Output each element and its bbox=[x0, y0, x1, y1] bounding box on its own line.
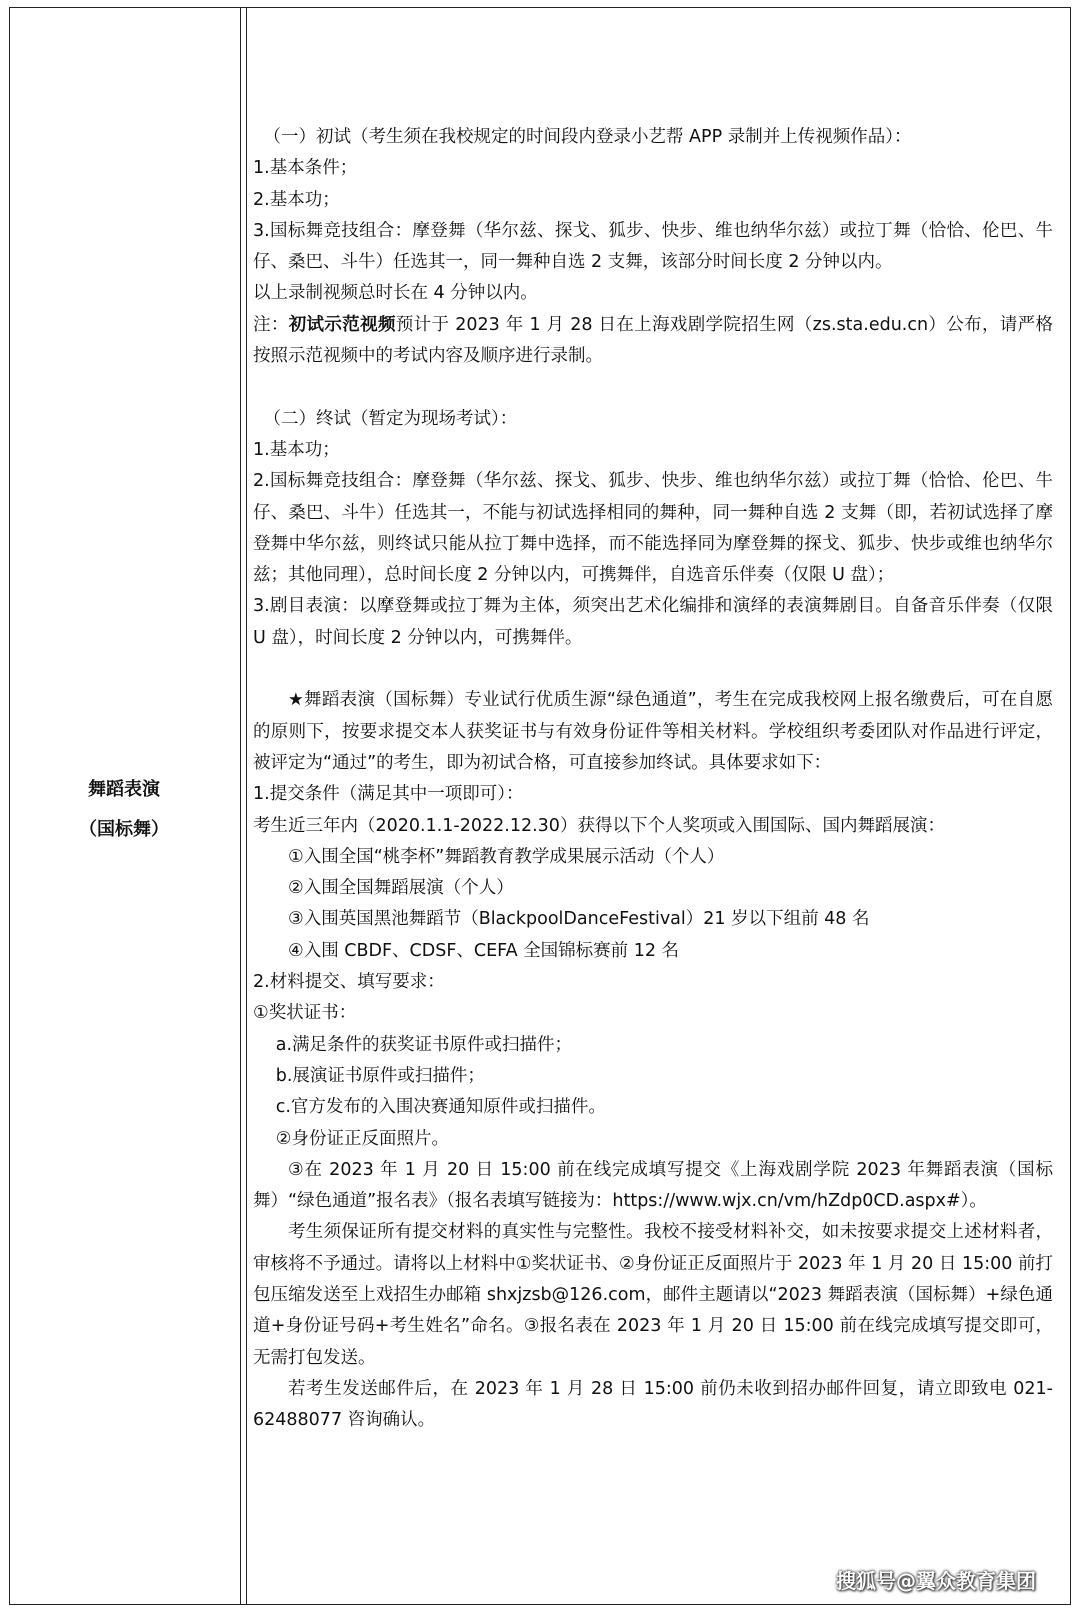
subject-cell bbox=[10, 770, 238, 850]
green-guarantee: 考生须保证所有提交材料的真实性与完整性。我校不接受材料补交，如未按要求提交上述材料者，审核将不予通过。请将以上材料中①奖状证书、②身份证正反面照片于 2023 年 1 月 20 日 15:00 前打包压缩发送至上戏招生办邮箱 shxjzsb@126.com，邮件主题请以“2023 舞蹈表演（国标舞）+绿色通道+身份证号码+考生姓名”命名。③报名表在 2023 年 1 月 20 日 15:00 前在线完成填写提交即可，无需打包发送。 bbox=[253, 1222, 1053, 1368]
table-frame bbox=[9, 7, 1071, 1605]
note-bold: 初试示范视频 bbox=[288, 314, 396, 335]
spacer bbox=[253, 654, 1053, 685]
green-cond-1: ①入围全国“桃李杯”舞蹈教育教学成果展示活动（个人） bbox=[288, 846, 725, 867]
final-item-1: 1.基本功； bbox=[253, 439, 340, 460]
green-contact: 若考生发送邮件后，在 2023 年 1 月 28 日 15:00 前仍未收到招办邮件回复，请立即致电 021-62488077 咨询确认。 bbox=[253, 1378, 1053, 1431]
requirements-cell bbox=[253, 122, 1053, 1436]
green-mat-1b: b.展演证书原件或扫描件； bbox=[275, 1065, 485, 1086]
green-cond-4: ④入围 CBDF、CDSF、CEFA 全国锦标赛前 12 名 bbox=[288, 940, 680, 961]
note-prefix: 注： bbox=[253, 314, 289, 335]
green-cond-2: ②入围全国舞蹈展演（个人） bbox=[288, 878, 514, 899]
green-cond-title: 1.提交条件（满足其中一项即可）： bbox=[253, 784, 524, 805]
column-divider bbox=[240, 8, 241, 1604]
final-item-3: 3.剧目表演：以摩登舞或拉丁舞为主体，须突出艺术化编排和演绎的表演舞剧目。自备音乐伴奏（仅限 U 盘），时间长度 2 分钟以内，可携舞伴。 bbox=[253, 596, 1053, 648]
green-intro: ★舞蹈表演（国标舞）专业试行优质生源“绿色通道”，考生在完成我校网上报名缴费后，可在自愿的原则下，按要求提交本人获奖证书与有效身份证件等相关材料。学校组织考委团队对作品进行评定，被评定为“通过”的考生，即为初试合格，可直接参加终试。具体要求如下： bbox=[253, 690, 1053, 773]
green-mat-2: ②身份证正反面照片。 bbox=[275, 1128, 449, 1149]
subject-subname: （国标舞） bbox=[79, 819, 169, 840]
subject-name: 舞蹈表演 bbox=[88, 779, 160, 800]
green-mat-3: ③在 2023 年 1 月 20 日 15:00 前在线完成填写提交《上海戏剧学院 2023 年舞蹈表演（国标舞）“绿色通道”报名表》（报名表填写链接为：https://www.wjx.cn/vm/hZdp0CD.aspx#）。 bbox=[253, 1159, 1053, 1212]
prelim-item-3: 3.国标舞竞技组合：摩登舞（华尔兹、探戈、狐步、快步、维也纳华尔兹）或拉丁舞（恰恰、伦巴、牛仔、桑巴、斗牛）任选其一，同一舞种自选 2 支舞，该部分时间长度 2 分钟以内。 bbox=[253, 220, 1053, 273]
green-cond-desc: 考生近三年内（2020.1.1-2022.12.30）获得以下个人奖项或入围国际、国内舞蹈展演： bbox=[253, 815, 945, 836]
inner-column-rule bbox=[246, 8, 247, 1604]
prelim-item-1: 1.基本条件； bbox=[253, 158, 358, 179]
prelim-heading: （一）初试（考生须在我校规定的时间段内登录小艺帮 APP 录制并上传视频作品）： bbox=[263, 127, 912, 147]
prelim-total: 以上录制视频总时长在 4 分钟以内。 bbox=[253, 283, 538, 304]
spacer bbox=[253, 372, 1053, 403]
watermark: 搜狐号@翼众教育集团 bbox=[836, 1569, 1036, 1593]
prelim-note bbox=[253, 310, 1053, 373]
final-heading: （二）终试（暂定为现场考试）： bbox=[263, 408, 518, 429]
green-mat-1a: a.满足条件的获奖证书原件或扫描件； bbox=[275, 1034, 573, 1055]
green-mat-title: 2.材料提交、填写要求： bbox=[253, 972, 445, 993]
green-mat-1c: c.官方发布的入围决赛通知原件或扫描件。 bbox=[275, 1097, 606, 1118]
green-mat-1: ①奖状证书： bbox=[253, 1003, 357, 1024]
note-rest: 预计于 2023 年 1 月 28 日在上海戏剧学院招生网（zs.sta.edu.cn）公布，请严格按照示范视频中的考试内容及顺序进行录制。 bbox=[253, 314, 1054, 367]
prelim-item-2: 2.基本功； bbox=[253, 189, 340, 210]
green-cond-3: ③入围英国黑池舞蹈节（BlackpoolDanceFestival）21 岁以下组前 48 名 bbox=[288, 909, 870, 930]
final-item-2: 2.国标舞竞技组合：摩登舞（华尔兹、探戈、狐步、快步、维也纳华尔兹）或拉丁舞（恰恰、伦巴、牛仔、桑巴、斗牛）任选其一，不能与初试选择相同的舞种，同一舞种自选 2 支舞（即，若初试选择了摩登舞中华尔兹，则终试只能从拉丁舞中选择，而不能选择同为摩登舞的探戈、狐步、快步或维也纳华尔兹；其他同理），总时间长度 2 分钟以内，可携舞伴，自选音乐伴奏（仅限 U 盘）； bbox=[253, 471, 1053, 586]
